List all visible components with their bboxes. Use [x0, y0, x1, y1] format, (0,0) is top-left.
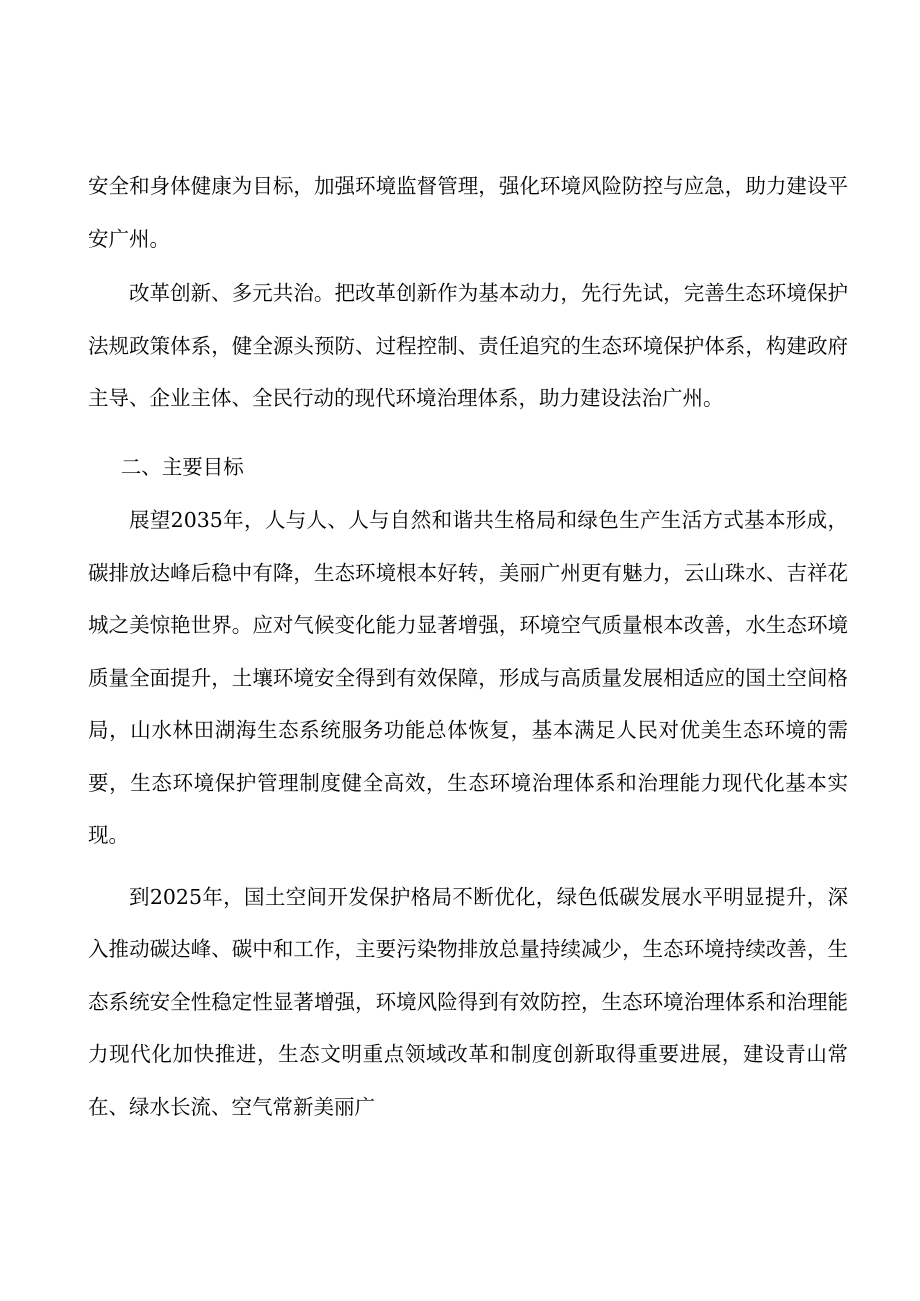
- document-page: [88, 160, 848, 1133]
- paragraph-continuation: 安全和身体健康为目标，加强环境监督管理，强化环境风险防控与应急，助力建设平安广州。: [88, 174, 848, 251]
- section-heading: [88, 441, 848, 494]
- section-heading-text: 二、主要目标: [120, 454, 244, 479]
- paragraph-target-2025: 到2025年，国土空间开发保护格局不断优化，绿色低碳发展水平明显提升，深入推动碳达峰、碳中和工作，主要污染物排放总量持续减少，生态环境持续改善，生态系统安全性稳定性显著增强，环境风险得到有效防控，生态环境治理体系和治理能力现代化加快推进，生态文明重点领域改革和制度创新取得重要进展，建设青山常在、绿水长流、空气常新美丽广: [88, 884, 848, 1119]
- paragraph-outlook-2035: 展望2035年，人与人、人与自然和谐共生格局和绿色生产生活方式基本形成，碳排放达峰后稳中有降，生态环境根本好转，美丽广州更有魅力，云山珠水、吉祥花城之美惊艳世界。应对气候变化能力显著增强，环境空气质量根本改善，水生态环境质量全面提升，土壤环境安全得到有效保障，形成与高质量发展相适应的国土空间格局，山水林田湖海生态系统服务功能总体恢复，基本满足人民对优美生态环境的需要，生态环境保护管理制度健全高效，生态环境治理体系和治理能力现代化基本实现。: [88, 508, 848, 847]
- paragraph-reform-innovation: 改革创新、多元共治。把改革创新作为基本动力，先行先试，完善生态环境保护法规政策体系，健全源头预防、过程控制、责任追究的生态环境保护体系，构建政府主导、企业主体、全民行动的现代环境治理体系，助力建设法治广州。: [88, 281, 848, 410]
